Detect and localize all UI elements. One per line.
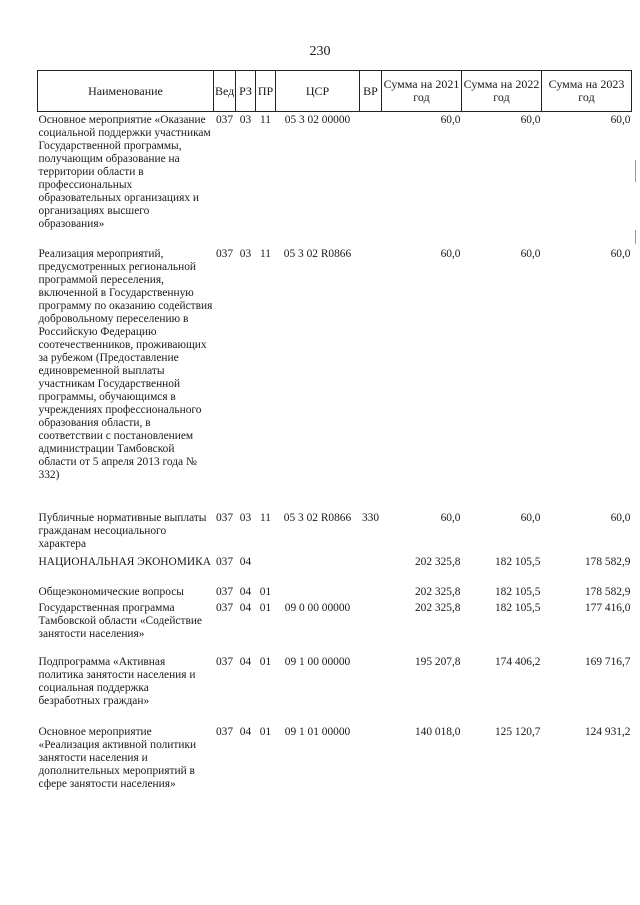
row-sum-2021: 60,0 [440, 248, 461, 260]
row-sum-2021: 140 018,0 [414, 726, 461, 738]
row-ved: 037 [215, 512, 234, 524]
table-row [38, 112, 632, 249]
row-name: Государственная программа Тамбовской области «Содействие занятости населения» [38, 602, 202, 640]
row-sum-2023: 169 716,7 [584, 656, 631, 668]
row-sum-2022: 182 105,5 [494, 556, 541, 568]
table-row [38, 656, 632, 726]
scan-edge-mark [635, 160, 636, 182]
row-sum-2022: 60,0 [520, 512, 541, 524]
row-pr: 01 [259, 656, 272, 668]
row-csr: 05 3 02 R0866 [283, 512, 352, 524]
row-sum-2021: 60,0 [440, 512, 461, 524]
row-csr: 05 3 02 R0866 [283, 248, 352, 260]
row-sum-2021: 202 325,8 [414, 586, 461, 598]
row-vr [360, 248, 382, 512]
row-csr: 09 1 00 00000 [284, 656, 351, 668]
row-pr: 11 [260, 248, 271, 260]
row-vr [360, 602, 382, 656]
row-sum-2023: 60,0 [610, 248, 631, 260]
row-sum-2021: 195 207,8 [414, 656, 461, 668]
row-name: Подпрограмма «Активная политика занятости населения и социальная поддержка безработных граждан» [38, 656, 196, 707]
row-sum-2022: 182 105,5 [494, 602, 541, 614]
row-pr [256, 554, 276, 586]
table-row [38, 554, 632, 586]
row-vr [360, 726, 382, 798]
header-vr: ВР [360, 71, 382, 112]
row-sum-2022: 182 105,5 [494, 586, 541, 598]
table-row [38, 586, 632, 602]
row-sum-2023: 60,0 [610, 512, 631, 524]
row-pr: 11 [260, 512, 271, 524]
row-ved: 037 [215, 556, 234, 568]
row-sum-2023: 60,0 [610, 114, 631, 126]
row-sum-2021: 202 325,8 [414, 602, 461, 614]
row-rz: 04 [239, 726, 252, 738]
row-csr [276, 586, 360, 602]
header-sum-2021: Сумма на 2021 год [382, 71, 462, 112]
row-pr: 01 [259, 726, 272, 738]
table-row [38, 512, 632, 554]
row-csr [276, 554, 360, 586]
row-name: Публичные нормативные выплаты гражданам несоциального характера [38, 512, 207, 550]
row-name: Общеэкономические вопросы [38, 586, 184, 598]
header-sum-2022: Сумма на 2022 год [462, 71, 542, 112]
row-csr: 09 1 01 00000 [284, 726, 351, 738]
row-sum-2023: 124 931,2 [584, 726, 631, 738]
header-rz: РЗ [236, 71, 256, 112]
row-sum-2021: 60,0 [440, 114, 461, 126]
page-number: 230 [309, 44, 331, 59]
header-ved: Вед [214, 71, 236, 112]
row-ved: 037 [215, 114, 234, 126]
row-sum-2023: 178 582,9 [584, 556, 631, 568]
budget-table [37, 70, 632, 798]
row-rz: 04 [239, 586, 252, 598]
row-pr: 01 [259, 602, 272, 614]
row-vr [360, 586, 382, 602]
row-sum-2022: 125 120,7 [494, 726, 541, 738]
row-sum-2023: 177 416,0 [584, 602, 631, 614]
header-name: Наименование [38, 71, 214, 112]
row-sum-2022: 174 406,2 [494, 656, 541, 668]
row-vr [360, 554, 382, 586]
row-csr: 09 0 00 00000 [284, 602, 351, 614]
row-ved: 037 [215, 602, 234, 614]
header-csr: ЦСР [276, 71, 360, 112]
row-rz: 03 [239, 248, 252, 260]
row-name: Основное мероприятие «Оказание социальной поддержки участникам Государственной программы, получающим образование на территории области в профессиональных образовательных организациях и организациях высшего образования» [38, 114, 211, 230]
row-rz: 03 [239, 114, 252, 126]
row-sum-2021: 202 325,8 [414, 556, 461, 568]
row-rz: 03 [239, 512, 252, 524]
row-ved: 037 [215, 248, 234, 260]
scan-edge-mark [635, 230, 636, 244]
row-rz: 04 [239, 656, 252, 668]
row-sum-2022: 60,0 [520, 248, 541, 260]
table-row [38, 602, 632, 656]
row-sum-2022: 60,0 [520, 114, 541, 126]
row-name: Основное мероприятие «Реализация активной политики занятости населения и дополнительных мероприятий в сфере занятости населения» [38, 726, 197, 790]
table-row [38, 248, 632, 512]
row-pr: 11 [260, 114, 271, 126]
row-vr [360, 656, 382, 726]
header-pr: ПР [256, 71, 276, 112]
row-vr: 330 [361, 512, 380, 524]
row-ved: 037 [215, 656, 234, 668]
row-rz: 04 [239, 556, 252, 568]
header-sum-2023: Сумма на 2023 год [542, 71, 632, 112]
row-name: НАЦИОНАЛЬНАЯ ЭКОНОМИКА [38, 556, 211, 568]
row-name: Реализация мероприятий, предусмотренных региональной программой переселения, включенной в Государственную программу по оказанию содействия добровольному переселению в Российскую Федерацию соотечественников, проживающих за рубежом (Предоставление единовременной выплаты участникам Государственной программы, обучающимся в учреждениях профессионального образования области, в соответствии с постановлением администрации Тамбовской области от 5 апреля 2013 года № 332) [38, 248, 213, 481]
table-header-row [38, 71, 632, 112]
row-vr [360, 112, 382, 249]
row-ved: 037 [215, 726, 234, 738]
row-pr: 01 [259, 586, 272, 598]
table-row [38, 726, 632, 798]
row-ved: 037 [215, 586, 234, 598]
row-csr: 05 3 02 00000 [284, 114, 351, 126]
row-rz: 04 [239, 602, 252, 614]
row-sum-2023: 178 582,9 [584, 586, 631, 598]
